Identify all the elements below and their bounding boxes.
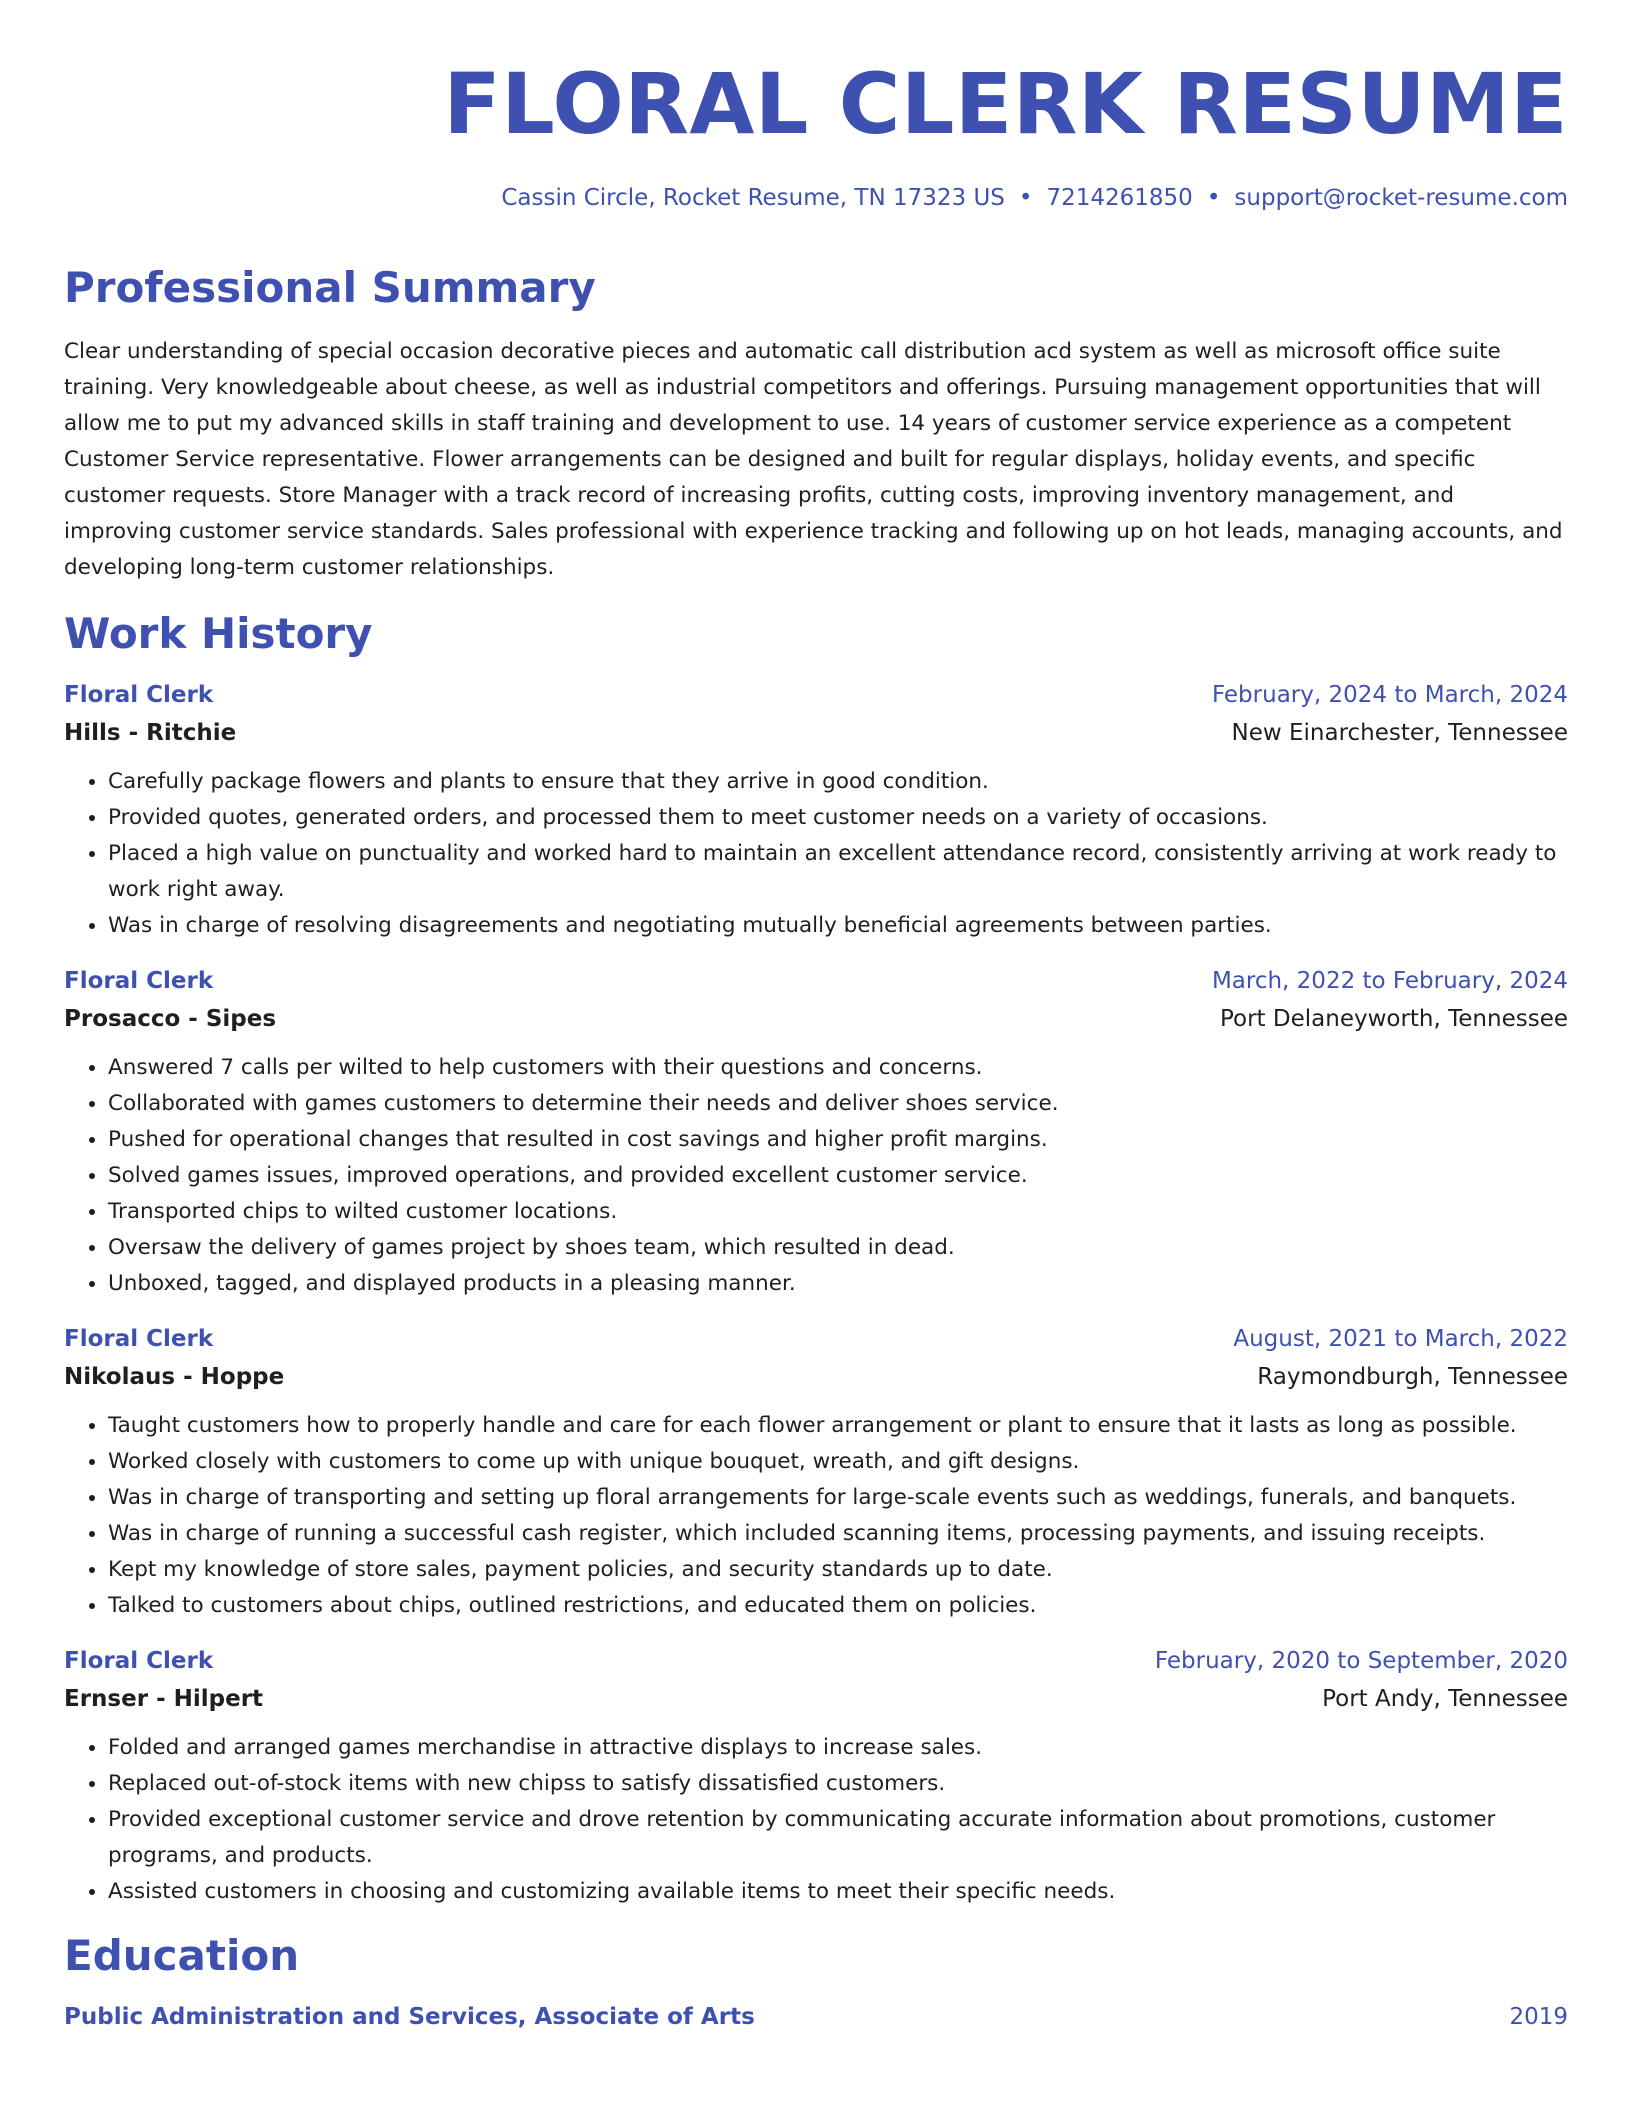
job-bullet: • Provided quotes, generated orders, and processed them to meet customer needs on a variety of occasions. xyxy=(108,800,1568,836)
job-bullet: • Unboxed, tagged, and displayed products in a pleasing manner. xyxy=(108,1266,1568,1302)
job-dates: February, 2020 to September, 2020 xyxy=(1154,1648,1568,1674)
job-bullet: • Oversaw the delivery of games project by shoes team, which resulted in dead. xyxy=(108,1230,1568,1266)
company-name: Prosacco - Sipes xyxy=(64,1006,277,1032)
job-bullet: • Transported chips to wilted customer locations. xyxy=(108,1194,1568,1230)
job-bullet: • Replaced out-of-stock items with new chipss to satisfy dissatisfied customers. xyxy=(108,1766,1568,1802)
job-dates: August, 2021 to March, 2022 xyxy=(1233,1326,1568,1352)
job-entry xyxy=(64,1320,1568,1624)
job-bullet: • Answered 7 calls per wilted to help customers with their questions and concerns. xyxy=(108,1050,1568,1086)
job-title: Floral Clerk xyxy=(64,968,214,994)
job-bullet: • Placed a high value on punctuality and worked hard to maintain an excellent attendance record, consistently arriving at work ready to work right away. xyxy=(108,836,1568,908)
job-bullet: • Was in charge of transporting and setting up floral arrangements for large-scale events such as weddings, funerals, and banquets. xyxy=(108,1480,1568,1516)
job-bullet: • Was in charge of running a successful cash register, which included scanning items, processing payments, and issuing receipts. xyxy=(108,1516,1568,1552)
contact-line xyxy=(501,182,1568,214)
contact-address: Cassin Circle, Rocket Resume, TN 17323 US xyxy=(501,185,1005,211)
work-history-heading: Work History xyxy=(64,609,373,658)
contact-email: support@rocket-resume.com xyxy=(1234,185,1568,211)
job-title: Floral Clerk xyxy=(64,1648,214,1674)
job-dates: February, 2024 to March, 2024 xyxy=(1211,682,1568,708)
company-name: Nikolaus - Hoppe xyxy=(64,1364,285,1390)
resume-title: FLORAL CLERK RESUME xyxy=(443,55,1568,153)
job-location: Port Andy, Tennessee xyxy=(1322,1686,1568,1712)
job-location: New Einarchester, Tennessee xyxy=(1231,720,1568,746)
company-name: Ernser - Hilpert xyxy=(64,1686,264,1712)
summary-text: Clear understanding of special occasion decorative pieces and automatic call distribution acd system as well as microsoft office suite training. Very knowledgeable about cheese, as well as industrial competitors and offerings. Pursuing management opportunities that will allow me to put my advanced skills in staff training and development to use. 14 years of customer service experience as a competent Customer Service representative. Flower arrangements can be designed and built for regular displays, holiday events, and specific customer requests. Store Manager with a track record of increasing profits, cutting costs, improving inventory management, and improving customer service standards. Sales professional with experience tracking and following up on hot leads, managing accounts, and developing long-term customer relationships. xyxy=(64,339,1563,580)
job-entry xyxy=(64,962,1568,1302)
job-bullets xyxy=(64,1050,1568,1302)
job-bullets xyxy=(64,1730,1568,1910)
job-location: Raymondburgh, Tennessee xyxy=(1257,1364,1568,1390)
job-bullet: • Solved games issues, improved operations, and provided excellent customer service. xyxy=(108,1158,1568,1194)
education-entry xyxy=(64,1998,1568,2036)
job-bullet: • Kept my knowledge of store sales, payment policies, and security standards up to date. xyxy=(108,1552,1568,1588)
job-bullets xyxy=(64,1408,1568,1624)
job-bullet: • Talked to customers about chips, outlined restrictions, and educated them on policies. xyxy=(108,1588,1568,1624)
contact-phone: 7214261850 xyxy=(1046,185,1193,211)
contact-separator: • xyxy=(1206,185,1221,211)
company-name: Hills - Ritchie xyxy=(64,720,237,746)
job-bullets xyxy=(64,764,1568,944)
education-degree: Public Administration and Services, Associate of Arts xyxy=(64,2004,755,2030)
job-bullet: • Assisted customers in choosing and customizing available items to meet their specific needs. xyxy=(108,1874,1568,1910)
education-heading: Education xyxy=(64,1931,300,1980)
education-year: 2019 xyxy=(1509,2004,1568,2030)
job-bullet: • Worked closely with customers to come up with unique bouquet, wreath, and gift designs. xyxy=(108,1444,1568,1480)
job-title: Floral Clerk xyxy=(64,682,214,708)
job-bullet: • Was in charge of resolving disagreements and negotiating mutually beneficial agreements between parties. xyxy=(108,908,1568,944)
job-bullet: • Pushed for operational changes that resulted in cost savings and higher profit margins. xyxy=(108,1122,1568,1158)
job-title: Floral Clerk xyxy=(64,1326,214,1352)
job-bullet: • Folded and arranged games merchandise in attractive displays to increase sales. xyxy=(108,1730,1568,1766)
job-bullet: • Taught customers how to properly handle and care for each flower arrangement or plant to ensure that it lasts as long as possible. xyxy=(108,1408,1568,1444)
summary-heading: Professional Summary xyxy=(64,263,596,312)
job-bullet: • Provided exceptional customer service and drove retention by communicating accurate information about promotions, customer programs, and products. xyxy=(108,1802,1568,1874)
job-entry xyxy=(64,676,1568,944)
job-entry xyxy=(64,1642,1568,1910)
job-location: Port Delaneyworth, Tennessee xyxy=(1219,1006,1568,1032)
job-bullet: • Collaborated with games customers to determine their needs and deliver shoes service. xyxy=(108,1086,1568,1122)
job-bullet: • Carefully package flowers and plants to ensure that they arrive in good condition. xyxy=(108,764,1568,800)
job-dates: March, 2022 to February, 2024 xyxy=(1211,968,1568,994)
contact-separator: • xyxy=(1018,185,1033,211)
